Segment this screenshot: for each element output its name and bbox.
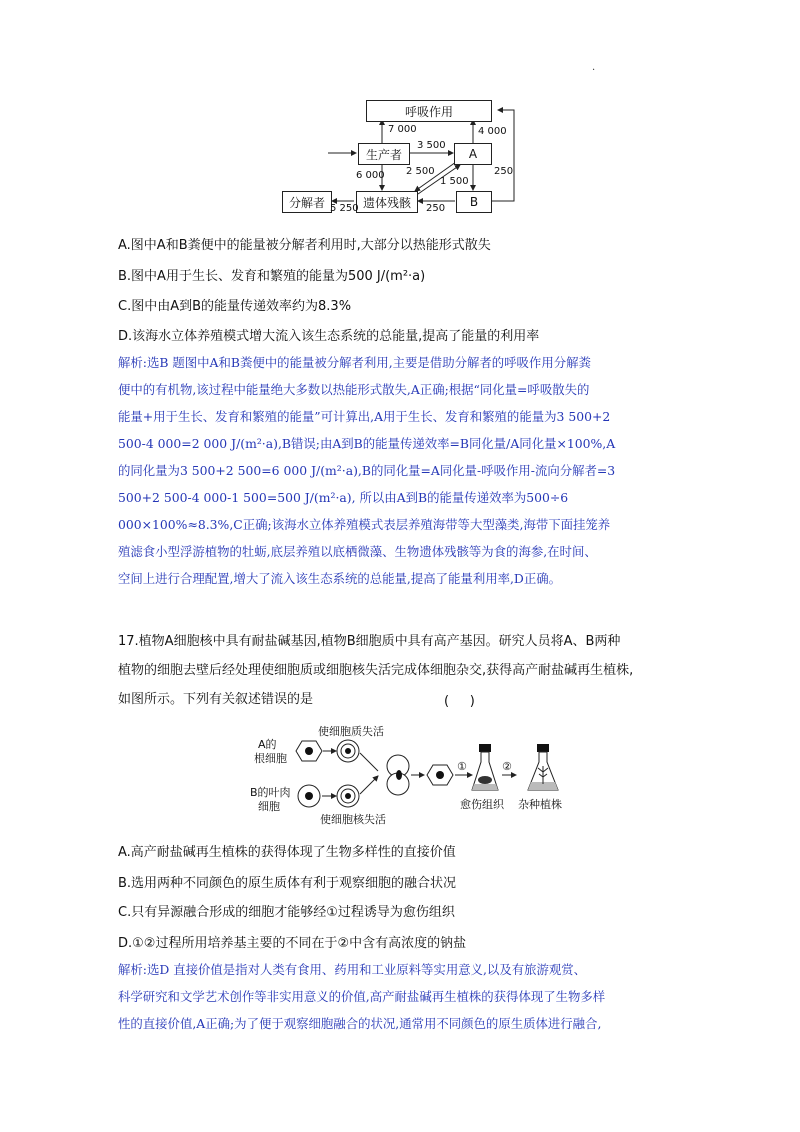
q16-option-c: C.图中由A到B的能量传递效率约为8.3% — [118, 299, 352, 314]
q16-analysis — [118, 349, 615, 592]
energy-flow-diagram — [280, 98, 520, 216]
q16-analysis-line: 空间上进行合理配置,增大了流入该生态系统的总能量,提高了能量利用率,D正确。 — [118, 571, 562, 586]
respiration-node: 呼吸作用 — [366, 100, 492, 122]
q16-analysis-line: 500+2 500-4 000-1 500=500 J/(m²·a), 所以由A到B的能量传递效率为500÷6 — [118, 490, 569, 505]
q17-stem-line: 17.植物A细胞核中具有耐盐碱基因,植物B细胞质中具有高产基因。研究人员将A、B两种 — [118, 634, 621, 649]
flow-label-250-bottom: 250 — [426, 203, 446, 214]
flow-label-3500: 3 500 — [417, 140, 446, 151]
q17-analysis-line: 科学研究和文学艺术创作等非实用意义的价值,高产耐盐碱再生植株的获得体现了生物多样 — [118, 989, 606, 1004]
q17-option-b: B.选用两种不同颜色的原生质体有利于观察细胞的融合状况 — [118, 876, 457, 891]
label-a-root-2: 根细胞 — [254, 752, 287, 765]
consumer-b-node: B — [456, 191, 492, 213]
label-inactivate-nucleus: 使细胞核失活 — [320, 813, 386, 826]
q16-analysis-line: 的同化量为3 500+2 500=6 000 J/(m²·a),B的同化量=A同化量-呼吸作用-流向分解者=3 — [118, 463, 616, 478]
remains-node: 遗体残骸 — [356, 191, 418, 213]
q16-analysis-line: 解析:选B 题图中A和B粪便中的能量被分解者利用,主要是借助分解者的呼吸作用分解粪 — [118, 355, 591, 370]
q17-option-d: D.①②过程所用培养基主要的不同在于②中含有高浓度的钠盐 — [118, 936, 467, 951]
q16-option-b: B.图中A用于生长、发育和繁殖的能量为500 J/(m²·a) — [118, 269, 426, 284]
flow-label-4000: 4 000 — [478, 126, 507, 137]
flow-label-7000: 7 000 — [388, 124, 417, 135]
flow-label-2500: 2 500 — [406, 166, 435, 177]
q17-analysis — [118, 956, 605, 1037]
label-a-root-1: A的 — [258, 738, 277, 751]
q17-stem-line: 植物的细胞去壁后经处理使细胞质或细胞核失活完成体细胞杂交,获得高产耐盐碱再生植株, — [118, 663, 634, 678]
q16-analysis-line: 000×100%≈8.3%,C正确;该海水立体养殖模式表层养殖海带等大型藻类,海带下面挂笼养 — [118, 517, 611, 532]
q16-option-a: A.图中A和B粪便中的能量被分解者利用时,大部分以热能形式散失 — [118, 238, 491, 253]
q17-stem — [118, 627, 688, 714]
page-marker: . — [592, 62, 596, 73]
q17-option-a: A.高产耐盐碱再生植株的获得体现了生物多样性的直接价值 — [118, 845, 456, 860]
label-hybrid-plant: 杂种植株 — [518, 798, 562, 811]
q16-analysis-line: 500-4 000=2 000 J/(m²·a),B错误;由A到B的能量传递效率=B同化量/A同化量×100%,A — [118, 436, 616, 451]
label-step-1: ① — [457, 760, 467, 773]
q16-analysis-line: 能量+用于生长、发育和繁殖的能量”可计算出,A用于生长、发育和繁殖的能量为3 500+2 — [118, 409, 611, 424]
q17-analysis-line: 解析:选D 直接价值是指对人类有食用、药用和工业原料等实用意义,以及有旅游观赏、 — [118, 962, 587, 977]
q16-option-d: D.该海水立体养殖模式增大流入该生态系统的总能量,提高了能量的利用率 — [118, 329, 540, 344]
q17-option-c: C.只有异源融合形成的细胞才能够经①过程诱导为愈伤组织 — [118, 905, 455, 920]
q17-answer-bracket: ( ) — [444, 694, 475, 709]
q17-stem-line: 如图所示。下列有关叙述错误的是 — [118, 692, 314, 707]
label-inactivate-cytoplasm: 使细胞质失活 — [318, 725, 384, 738]
hybridization-diagram — [250, 726, 580, 826]
q16-analysis-line: 殖滤食小型浮游植物的牡蛎,底层养殖以底栖微藻、生物遗体残骸等为食的海参,在时间、 — [118, 544, 597, 559]
q17-analysis-line: 性的直接价值,A正确;为了便于观察细胞融合的状况,通常用不同颜色的原生质体进行融合, — [118, 1016, 602, 1031]
label-step-2: ② — [502, 760, 512, 773]
flow-label-6000: 6 000 — [356, 170, 385, 181]
producer-node: 生产者 — [358, 143, 410, 165]
label-callus: 愈伤组织 — [460, 798, 504, 811]
decomposer-node: 分解者 — [282, 191, 332, 213]
label-b-leaf-1: B的叶肉 — [250, 786, 291, 799]
flow-label-5250: 5 250 — [330, 203, 359, 214]
flow-label-1500: 1 500 — [440, 176, 469, 187]
consumer-a-node: A — [454, 143, 492, 165]
q16-analysis-line: 便中的有机物,该过程中能量绝大多数以热能形式散失,A正确;根据“同化量=呼吸散失的 — [118, 382, 590, 397]
label-b-leaf-2: 细胞 — [258, 800, 280, 813]
flow-label-250-right: 250 — [494, 166, 514, 177]
